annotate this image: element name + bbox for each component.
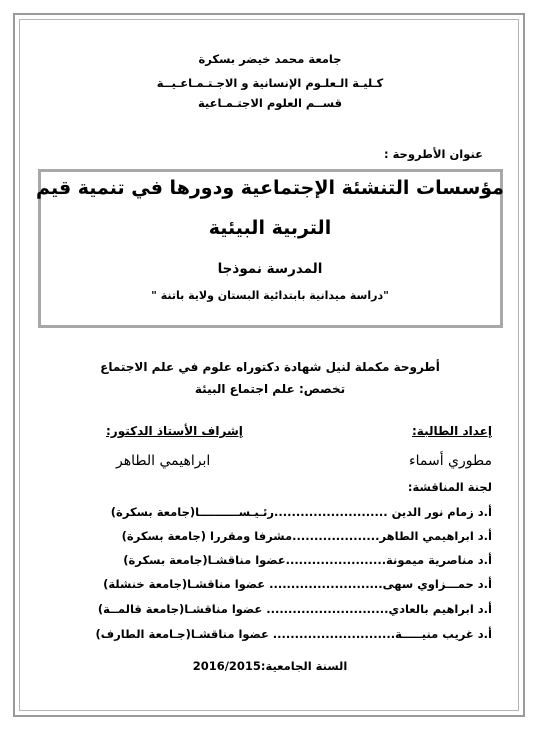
jury-member-6: أ.د غريب منيـــــة............................ عضوا مناقشـا(جـامعة الطارف)	[95, 627, 492, 641]
supervisor-label: إشراف الأستاذ الدكتور:	[106, 424, 243, 438]
university-name: جامعة محمد خيضر بسكرة	[198, 52, 342, 66]
jury-member-5: أ.د ابراهيم بالعادي............................ عضوا مناقشـا(جامعة قالمــة)	[97, 602, 492, 616]
academic-year: السنة الجامعية:2016/2015	[192, 659, 348, 673]
thesis-title-line1: مؤسسات التنشئة الإجتماعية ودورها في تنمية قيم	[36, 177, 504, 199]
supervisor-name: ابراهيمي الطاهر	[116, 453, 211, 469]
student-name: مطوري أسماء	[409, 453, 492, 469]
faculty-name: كـليـة الـعلـوم الإنسانية و الاجـتـمـاعـيــة	[156, 76, 384, 90]
thesis-title-line2: التربية البيئية	[208, 217, 332, 239]
study-description: "دراسة ميدانية بابتدائية البستان ولاية باتنة "	[151, 289, 389, 302]
specialty: تخصص: علم اجتماع البيئة	[194, 382, 346, 396]
thesis-purpose: أطروحة مكملة لنيل شهادة دكتوراه علوم في علم الاجتماع	[100, 360, 440, 374]
jury-member-3: أ.د مناصرية ميمونة.......................عضوا مناقشـا(جامعة بسكرة)	[123, 553, 492, 567]
student-label: إعداد الطالبة:	[412, 424, 492, 438]
jury-label: لجنة المناقشة:	[407, 480, 492, 494]
jury-member-1: أ.د زمام نور الدين ..........................رئـيـســــــــــا(جامعة بسكرة)	[110, 505, 492, 519]
jury-member-4: أ.د حمـــزاوي سهى.......................... عضوا مناقشـا(جامعة خنشلة)	[103, 577, 492, 591]
jury-member-2: أ.د ابراهيمي الطاهر....................مشرفا ومقررا (جامعة بسكرة)	[121, 529, 492, 543]
thesis-subtitle: المدرسة نموذجا	[217, 261, 323, 277]
department-name: قســم العلوم الاجتـمـاعية	[197, 96, 343, 110]
title-label: عنوان الأطروحة :	[383, 147, 483, 161]
